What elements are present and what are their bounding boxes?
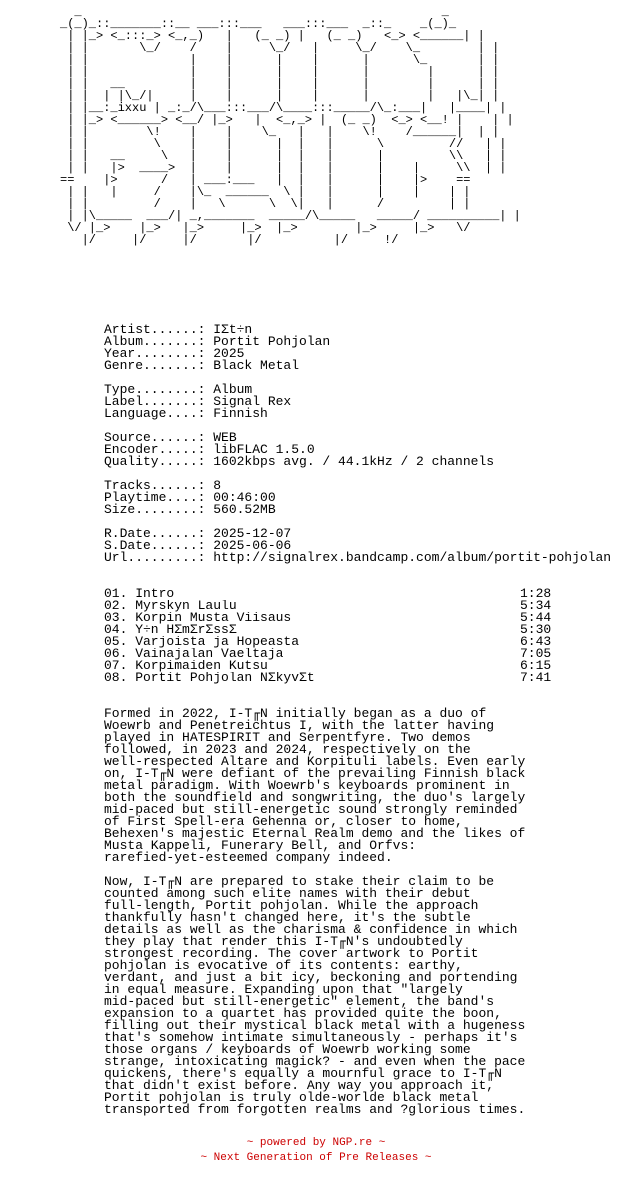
encoder-value: libFLAC 1.5.0 bbox=[213, 442, 315, 457]
rdate-value: 2025-12-07 bbox=[213, 526, 292, 541]
track-title: 04. Y÷n HΣmΣrΣssΣ bbox=[104, 624, 237, 636]
year-row: Year........: 2025 bbox=[104, 346, 245, 361]
track-duration: 1:28 bbox=[520, 586, 552, 601]
logo-line: | | | / |\_ ______ \ | | | | | | bbox=[60, 185, 471, 199]
track-title: 03. Korpin Musta Viisaus bbox=[104, 612, 292, 624]
sdate-row: S.Date......: 2025-06-06 bbox=[104, 538, 292, 553]
description-line: Now, I-T╓N are prepared to stake their claim to be bbox=[104, 874, 495, 889]
track-title: 06. Vainajalan Vaeltaja bbox=[104, 648, 284, 660]
track-row bbox=[104, 612, 551, 624]
size-value: 560.52MB bbox=[213, 502, 276, 517]
logo-line: \/ |_> |_> |_> |_> |_> |_> |_> \/ bbox=[60, 221, 471, 235]
track-row bbox=[104, 648, 551, 660]
track-title: 05. Varjoista ja Hopeasta bbox=[104, 636, 300, 648]
track-duration: 6:43 bbox=[520, 634, 552, 649]
logo-line: | |\_____ ___/| _,_______ _____/\_____ _____/ __________| | bbox=[60, 209, 521, 223]
description-line: played in HATESPIRIT and Serpentfyre. Two demos bbox=[104, 730, 471, 745]
playtime-value: 00:46:00 bbox=[213, 490, 276, 505]
track-duration: 5:44 bbox=[520, 610, 552, 625]
logo-line: | | __ \ | | | | | | \\ | | bbox=[60, 149, 507, 163]
logo-line: | | | | | | | \_ | | bbox=[60, 53, 500, 67]
label-value: Signal Rex bbox=[213, 394, 292, 409]
logo-line: | | __ | | | | | | | | bbox=[60, 77, 500, 91]
track-row bbox=[104, 672, 551, 684]
description-line: Formed in 2022, I-T╓N initially began as a duo of bbox=[104, 706, 487, 721]
description-line: in equal measure. Expanding upon that "largely bbox=[104, 982, 463, 997]
track-title: 08. Portit Pohjolan NΣkyvΣt bbox=[104, 672, 315, 684]
logo-line: | | \ | | | | | \ // | | bbox=[60, 137, 507, 151]
description-line: both the soundfield and songwriting, the duo's largely bbox=[104, 790, 526, 805]
tracks-value: 8 bbox=[213, 478, 222, 493]
logo-line: | |_> <______> <__/ |_> | <_,_> | (_ _) <_> <__! | | | bbox=[60, 113, 514, 127]
genre-value: Black Metal bbox=[213, 358, 300, 373]
description-line: that's somehow intimate simultaneously - perhaps it's bbox=[104, 1030, 518, 1045]
logo-line: | |_> <_:::_> <_,_) | (_ _) | (_ _) <_> <______| | bbox=[60, 29, 485, 43]
album-row: Album.......: Portit Pohjolan bbox=[104, 334, 331, 349]
track-duration: 7:05 bbox=[520, 646, 552, 661]
language-row: Language....: Finnish bbox=[104, 406, 268, 421]
description-line: counted among such elite names with their debut bbox=[104, 886, 471, 901]
logo-line: | | \_/ / | \_/ | \_/ \_ | | bbox=[60, 41, 500, 55]
description-line: that didn't exist before. Any way you approach it, bbox=[104, 1078, 495, 1093]
encoder-row: Encoder.....: libFLAC 1.5.0 bbox=[104, 442, 315, 457]
track-duration: 5:30 bbox=[520, 622, 552, 637]
track-title: 07. Korpimaiden Kutsu bbox=[104, 660, 268, 672]
logo-line: _ _ bbox=[60, 5, 449, 19]
track-duration: 6:15 bbox=[520, 658, 552, 673]
description-line: those organs / keyboards of Woewrb working some bbox=[104, 1042, 471, 1057]
description-line: thankfully hasn't changed here, it's the subtle bbox=[104, 910, 471, 925]
quality-value: 1602kbps avg. / 44.1kHz / 2 channels bbox=[213, 454, 495, 469]
logo-line: | | |> ____> | | | | | | | \\ | | bbox=[60, 161, 507, 175]
description-line: followed, in 2023 and 2024, respectively on the bbox=[104, 742, 471, 757]
description-line: on, I-T╓N were defiant of the prevailing Finnish black bbox=[104, 766, 526, 781]
description-line: mid-paced but still-energetic" element, the band's bbox=[104, 994, 495, 1009]
label-row: Label.......: Signal Rex bbox=[104, 394, 292, 409]
rdate-row: R.Date......: 2025-12-07 bbox=[104, 526, 292, 541]
artist-row: Artist......: IΣt÷n bbox=[104, 322, 253, 337]
logo-line: | | / | \ \ \| | / | | bbox=[60, 197, 471, 211]
description-line: mid-paced but still-energetic sound strongly reminded bbox=[104, 802, 518, 817]
logo-line: | |__:_ixxu | _:_/\___:::___/\____:::_____/\_:___| |____| | bbox=[60, 101, 507, 115]
footer-powered-by: ~ powered by NGP.re ~ bbox=[246, 1137, 386, 1149]
release-info bbox=[104, 324, 611, 564]
logo-line: | | | |\_/| | | | | | | |\_| | bbox=[60, 89, 500, 103]
logo-line: |/ |/ |/ |/ |/ !/ bbox=[60, 233, 399, 247]
description-line: Musta Kappeli, Funerary Bell, and Orfvs: bbox=[104, 838, 417, 853]
track-duration: 5:34 bbox=[520, 598, 552, 613]
description-line: verdant, and just a bit icy, beckoning and portending bbox=[104, 970, 518, 985]
track-duration: 7:41 bbox=[520, 670, 552, 685]
genre-row: Genre.......: Black Metal bbox=[104, 358, 300, 373]
track-title: 01. Intro bbox=[104, 588, 175, 600]
description-line: Woewrb and Penetreichtus I, with the latter having bbox=[104, 718, 495, 733]
description-line: strange, intoxicating magick? - and even when the pace bbox=[104, 1054, 526, 1069]
description-line: filling out their mystical black metal with a hugeness bbox=[104, 1018, 526, 1033]
type-value: Album bbox=[213, 382, 253, 397]
description-line: pohjolan is evocative of its contents: earthy, bbox=[104, 958, 463, 973]
artist-value: IΣt÷n bbox=[213, 322, 253, 337]
description-line: Portit pohjolan is truly olde-worlde black metal bbox=[104, 1090, 479, 1105]
url-value: http://signalrex.bandcamp.com/album/portit-pohjolan bbox=[213, 550, 612, 565]
size-row: Size........: 560.52MB bbox=[104, 502, 276, 517]
description-line: details as well as the charisma & confidence in which bbox=[104, 922, 518, 937]
year-value: 2025 bbox=[213, 346, 245, 361]
logo-line: | | | | | | | | | | bbox=[60, 65, 500, 79]
description-paragraph-2 bbox=[104, 876, 525, 1116]
footer-tagline: ~ Next Generation of Pre Releases ~ bbox=[200, 1152, 432, 1164]
logo-line: | | \! | | \_ | | \! /______| | | bbox=[60, 125, 500, 139]
description-line: rarefied-yet-esteemed company indeed. bbox=[104, 850, 393, 865]
track-row bbox=[104, 660, 551, 672]
playtime-row: Playtime....: 00:46:00 bbox=[104, 490, 276, 505]
logo-line: == |> / | ___:___ | | | | |> == bbox=[60, 173, 471, 187]
url-row: Url.........: http://signalrex.bandcamp.com/album/portit-pohjolan bbox=[104, 550, 612, 565]
track-row bbox=[104, 588, 551, 600]
description-line: transported from forgotten realms and ?glorious times. bbox=[104, 1102, 526, 1117]
description-paragraph-1 bbox=[104, 708, 525, 864]
ascii-logo bbox=[60, 6, 521, 246]
description-line: full-length, Portit pohjolan. While the approach bbox=[104, 898, 479, 913]
description-line: Behexen's majestic Eternal Realm demo and the likes of bbox=[104, 826, 526, 841]
description-line: of First Spell-era Gehenna or, closer to home, bbox=[104, 814, 463, 829]
description-line: metal paradigm. With Woewrb's keyboards prominent in bbox=[104, 778, 510, 793]
album-value: Portit Pohjolan bbox=[213, 334, 331, 349]
quality-row: Quality.....: 1602kbps avg. / 44.1kHz / 2 channels bbox=[104, 454, 495, 469]
track-title: 02. Myrskyn Laulu bbox=[104, 600, 237, 612]
sdate-value: 2025-06-06 bbox=[213, 538, 292, 553]
ascii-logo-art bbox=[60, 6, 521, 246]
track-row bbox=[104, 624, 551, 636]
tracklist bbox=[104, 588, 551, 684]
type-row: Type........: Album bbox=[104, 382, 253, 397]
description-line: expansion to a quartet has provided quite the boon, bbox=[104, 1006, 502, 1021]
description-line: quickens, there's equally a mournful grace to I-T╓N bbox=[104, 1066, 502, 1081]
track-row bbox=[104, 600, 551, 612]
logo-line: _(_)_::_______::__ ___:::___ ___:::___ _::_ _(_)_ bbox=[60, 17, 457, 31]
track-row bbox=[104, 636, 551, 648]
description-line: well-respected Altare and Korpituli labels. Even early bbox=[104, 754, 526, 769]
source-row: Source......: WEB bbox=[104, 430, 237, 445]
source-value: WEB bbox=[213, 430, 237, 445]
tracks-row: Tracks......: 8 bbox=[104, 478, 222, 493]
language-value: Finnish bbox=[213, 406, 268, 421]
description-line: strongest recording. The cover artwork to Portit bbox=[104, 946, 479, 961]
description-line: they play that render this I-T╓N's undoubtedly bbox=[104, 934, 463, 949]
